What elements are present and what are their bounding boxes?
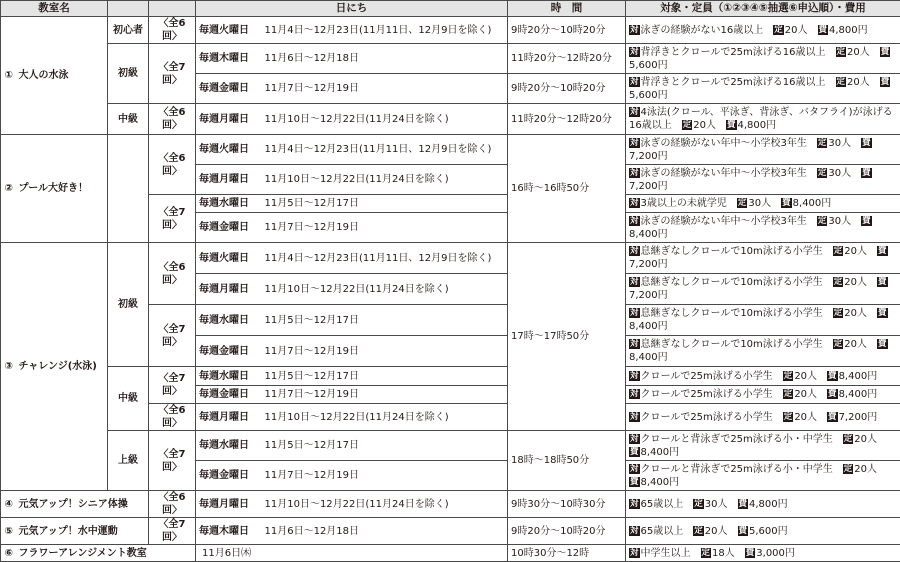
weekday: 毎週金曜日 (196, 386, 262, 404)
time-range: 9時30分～10時30分 (508, 491, 626, 518)
capacity-value: 30人 (705, 499, 728, 510)
target-text: 4泳法(クロール、平泳ぎ、背泳ぎ、バタフライ)が泳げる16歳以上 (629, 107, 893, 131)
target-text: 3歳以上の未就学児 (641, 198, 727, 209)
weekday: 毎週金曜日 (196, 213, 262, 243)
class-name: プール大好き！ (17, 135, 108, 243)
target-text: 息継ぎなしクロールで10m泳げる小学生 (641, 246, 823, 257)
table-row (1, 545, 900, 562)
capacity-tag: 定 (783, 412, 794, 422)
fee-value: 7,200円 (839, 412, 878, 423)
fee-value: 4,800円 (738, 120, 777, 131)
class-number: ④ (1, 491, 17, 518)
date-range: 11月6日㈭ (196, 545, 508, 562)
target-text: 背浮きとクロールで25m泳げる16歳以上 (641, 47, 826, 58)
capacity-tag: 定 (836, 77, 847, 87)
capacity-tag: 定 (836, 47, 847, 57)
table-row (1, 243, 900, 274)
target-tag: 対 (629, 277, 640, 287)
target-tag: 対 (629, 77, 640, 87)
table-row (1, 367, 900, 386)
class-name: フラワーアレンジメント教室 (17, 545, 196, 562)
target-info (626, 195, 900, 213)
weekday: 毎週水曜日 (196, 367, 262, 386)
session-count: 〈全7回〉 (149, 44, 196, 104)
fee-tag: 費 (827, 389, 838, 399)
target-tag: 対 (629, 107, 640, 117)
time-range: 16時～16時50分 (508, 135, 626, 243)
target-info (626, 165, 900, 195)
fee-value: 3,000円 (756, 548, 795, 559)
capacity-value: 20人 (794, 412, 817, 423)
session-count: 〈全6回〉 (149, 17, 196, 44)
capacity-value: 20人 (847, 77, 870, 88)
target-tag: 対 (629, 308, 640, 318)
target-text: 泳ぎの経験がない年中～小学校3年生 (641, 216, 807, 227)
time-range: 9時20分～10時20分 (508, 74, 626, 104)
target-info (626, 135, 900, 165)
capacity-value: 18人 (712, 548, 735, 559)
time-range: 9時20分～10時20分 (508, 17, 626, 44)
capacity-tag: 定 (833, 308, 844, 318)
time-range: 11時20分～12時20分 (508, 44, 626, 74)
date-range: 11月5日～12月17日 (262, 305, 508, 336)
target-tag: 対 (629, 371, 640, 381)
date-range: 11月5日～12月17日 (262, 195, 508, 213)
capacity-value: 20人 (844, 308, 867, 319)
target-text: クロールで25m泳げる小学生 (641, 371, 773, 382)
fee-tag: 費 (781, 198, 792, 208)
fee-tag: 費 (629, 477, 640, 487)
fee-tag: 費 (861, 168, 872, 178)
capacity-value: 20人 (854, 464, 877, 475)
target-info (626, 104, 900, 135)
capacity-tag: 定 (701, 548, 712, 558)
target-info (626, 74, 900, 104)
fee-tag: 費 (877, 308, 888, 318)
target-info (626, 17, 900, 44)
weekday: 毎週月曜日 (196, 491, 262, 518)
fee-value: 7,200円 (629, 151, 668, 162)
weekday: 毎週水曜日 (196, 431, 262, 461)
capacity-value: 30人 (828, 168, 851, 179)
level-label: 上級 (108, 431, 149, 491)
date-range: 11月4日～12月23日(11月11日、12月9日を除く) (262, 135, 508, 165)
target-tag: 対 (629, 548, 640, 558)
class-number: ③ (1, 243, 17, 491)
fee-value: 8,400円 (641, 447, 680, 458)
date-range: 11月7日～12月19日 (262, 336, 508, 367)
date-range: 11月7日～12月19日 (262, 213, 508, 243)
class-name: 元気アップ！シニア体操 (17, 491, 149, 518)
fee-tag: 費 (880, 77, 891, 87)
table-row (1, 431, 900, 461)
header-level (108, 1, 149, 17)
target-info (626, 243, 900, 274)
date-range: 11月4日～12月23日(11月11日、12月9日を除く) (262, 17, 508, 44)
date-range: 11月7日～12月19日 (262, 461, 508, 491)
target-tag: 対 (629, 389, 640, 399)
session-count: 〈全6回〉 (149, 243, 196, 305)
capacity-tag: 定 (817, 138, 828, 148)
target-info (626, 545, 900, 562)
capacity-value: 30人 (828, 138, 851, 149)
header-time: 時 間 (508, 1, 626, 17)
header-target: 対象・定員（①②③④⑤抽選⑥申込順）・費用 (626, 1, 900, 17)
fee-tag: 費 (738, 499, 749, 509)
time-range: 10時30分～12時 (508, 545, 626, 562)
target-info (626, 491, 900, 518)
target-info (626, 44, 900, 74)
table-row (1, 135, 900, 165)
class-name: 大人の水泳 (17, 17, 108, 135)
session-count: 〈全6回〉 (149, 135, 196, 195)
level-label: 中級 (108, 367, 149, 431)
target-tag: 対 (629, 47, 640, 57)
capacity-tag: 定 (833, 277, 844, 287)
target-text: クロールと背泳ぎで25m泳げる小・中学生 (641, 464, 833, 475)
fee-tag: 費 (745, 548, 756, 558)
capacity-tag: 定 (817, 216, 828, 226)
capacity-tag: 定 (843, 464, 854, 474)
fee-tag: 費 (877, 246, 888, 256)
date-range: 11月5日～12月17日 (262, 431, 508, 461)
table-row (1, 104, 900, 135)
fee-value: 4,800円 (829, 25, 868, 36)
capacity-tag: 定 (843, 434, 854, 444)
capacity-value: 20人 (794, 371, 817, 382)
target-tag: 対 (629, 464, 640, 474)
level-label: 初級 (108, 243, 149, 367)
table-row (1, 44, 900, 74)
target-text: 65歳以上 (641, 499, 684, 510)
weekday: 毎週火曜日 (196, 17, 262, 44)
table-row (1, 518, 900, 545)
session-count: 〈全7回〉 (149, 367, 196, 404)
level-label (108, 135, 149, 243)
date-range: 11月7日～12月19日 (262, 386, 508, 404)
target-info (626, 461, 900, 491)
target-info (626, 305, 900, 336)
session-count: 〈全6回〉 (149, 491, 196, 518)
class-number: ⑥ (1, 545, 17, 562)
capacity-tag: 定 (693, 526, 704, 536)
capacity-tag: 定 (833, 246, 844, 256)
weekday: 毎週金曜日 (196, 336, 262, 367)
date-range: 11月5日～12月17日 (262, 367, 508, 386)
target-tag: 対 (629, 339, 640, 349)
capacity-value: 20人 (785, 25, 808, 36)
weekday: 毎週木曜日 (196, 44, 262, 74)
class-number: ① (1, 17, 17, 135)
fee-value: 8,400円 (629, 229, 668, 240)
date-range: 11月6日～12月18日 (262, 518, 508, 545)
fee-value: 8,400円 (793, 198, 832, 209)
capacity-value: 20人 (844, 277, 867, 288)
level-label: 中級 (108, 104, 149, 135)
session-count: 〈全7回〉 (149, 518, 196, 545)
target-info (626, 213, 900, 243)
target-tag: 対 (629, 198, 640, 208)
target-text: クロールで25m泳げる小学生 (641, 412, 773, 423)
date-range: 11月6日～12月18日 (262, 44, 508, 74)
session-count: 〈全6回〉 (149, 104, 196, 135)
fee-value: 7,200円 (629, 290, 668, 301)
capacity-tag: 定 (833, 339, 844, 349)
fee-tag: 費 (877, 339, 888, 349)
fee-value: 7,200円 (629, 259, 668, 270)
target-info (626, 518, 900, 545)
capacity-tag: 定 (773, 25, 784, 35)
time-range: 17時～17時50分 (508, 243, 626, 431)
fee-value: 5,600円 (629, 90, 668, 101)
target-text: 息継ぎなしクロールで10m泳げる小学生 (641, 308, 823, 319)
fee-tag: 費 (880, 47, 891, 57)
fee-value: 8,400円 (839, 389, 878, 400)
date-range: 11月10日～12月22日(11月24日を除く) (262, 404, 508, 431)
fee-value: 5,600円 (749, 526, 788, 537)
fee-tag: 費 (861, 216, 872, 226)
date-range: 11月10日～12月22日(11月24日を除く) (262, 165, 508, 195)
fee-value: 8,400円 (641, 477, 680, 488)
capacity-tag: 定 (737, 198, 748, 208)
target-tag: 対 (629, 499, 640, 509)
target-text: 泳ぎの経験がない16歳以上 (641, 25, 764, 36)
target-info (626, 404, 900, 431)
target-info (626, 386, 900, 404)
time-range: 9時20分～10時20分 (508, 518, 626, 545)
weekday: 毎週金曜日 (196, 74, 262, 104)
target-text: クロールで25m泳げる小学生 (641, 389, 773, 400)
session-count: 〈全7回〉 (149, 195, 196, 243)
class-name: 元気アップ！水中運動 (17, 518, 149, 545)
weekday: 毎週火曜日 (196, 135, 262, 165)
header-date: 日にち (196, 1, 508, 17)
level-label: 初級 (108, 44, 149, 104)
class-number: ② (1, 135, 17, 243)
target-tag: 対 (629, 216, 640, 226)
target-text: 息継ぎなしクロールで10m泳げる小学生 (641, 339, 823, 350)
fee-tag: 費 (818, 25, 829, 35)
fee-value: 8,400円 (629, 352, 668, 363)
capacity-value: 20人 (844, 246, 867, 257)
weekday: 毎週月曜日 (196, 274, 262, 305)
table-row (1, 17, 900, 44)
target-info (626, 274, 900, 305)
target-text: クロールと背泳ぎで25m泳げる小・中学生 (641, 434, 833, 445)
weekday: 毎週金曜日 (196, 461, 262, 491)
fee-tag: 費 (877, 277, 888, 287)
session-count: 〈全7回〉 (149, 305, 196, 367)
weekday: 毎週月曜日 (196, 404, 262, 431)
capacity-tag: 定 (783, 389, 794, 399)
fee-tag: 費 (629, 447, 640, 457)
fee-value: 7,200円 (629, 181, 668, 192)
target-info (626, 367, 900, 386)
time-range: 18時～18時50分 (508, 431, 626, 491)
target-text: 息継ぎなしクロールで10m泳げる小学生 (641, 277, 823, 288)
capacity-tag: 定 (783, 371, 794, 381)
capacity-value: 20人 (844, 339, 867, 350)
fee-value: 8,400円 (629, 321, 668, 332)
target-tag: 対 (629, 138, 640, 148)
weekday: 毎週水曜日 (196, 195, 262, 213)
target-text: 泳ぎの経験がない年中～小学校3年生 (641, 168, 807, 179)
target-text: 中学生以上 (641, 548, 691, 559)
target-tag: 対 (629, 168, 640, 178)
fee-tag: 費 (827, 412, 838, 422)
target-tag: 対 (629, 246, 640, 256)
fee-tag: 費 (861, 138, 872, 148)
target-info (626, 336, 900, 367)
target-tag: 対 (629, 434, 640, 444)
class-number: ⑤ (1, 518, 17, 545)
capacity-tag: 定 (693, 499, 704, 509)
date-range: 11月10日～12月22日(11月24日を除く) (262, 104, 508, 135)
target-tag: 対 (629, 412, 640, 422)
capacity-value: 20人 (705, 526, 728, 537)
date-range: 11月10日～12月22日(11月24日を除く) (262, 274, 508, 305)
fee-tag: 費 (726, 120, 737, 130)
weekday: 毎週火曜日 (196, 243, 262, 274)
fee-value: 4,800円 (749, 499, 788, 510)
capacity-value: 20人 (847, 47, 870, 58)
target-text: 65歳以上 (641, 526, 684, 537)
target-tag: 対 (629, 25, 640, 35)
capacity-tag: 定 (817, 168, 828, 178)
capacity-value: 20人 (794, 389, 817, 400)
fee-value: 8,400円 (839, 371, 878, 382)
capacity-value: 30人 (748, 198, 771, 209)
fee-value: 5,600円 (629, 60, 668, 71)
capacity-value: 30人 (828, 216, 851, 227)
level-label: 初心者 (108, 17, 149, 44)
fee-tag: 費 (827, 371, 838, 381)
capacity-value: 20人 (693, 120, 716, 131)
weekday: 毎週木曜日 (196, 518, 262, 545)
time-range: 11時20分～12時20分 (508, 104, 626, 135)
weekday: 毎週水曜日 (196, 305, 262, 336)
session-count: 〈全6回〉 (149, 404, 196, 431)
session-count: 〈全7回〉 (149, 431, 196, 491)
weekday: 毎週月曜日 (196, 104, 262, 135)
weekday: 毎週月曜日 (196, 165, 262, 195)
date-range: 11月4日～12月23日(11月11日、12月9日を除く) (262, 243, 508, 274)
capacity-value: 20人 (854, 434, 877, 445)
header-count (149, 1, 196, 17)
capacity-tag: 定 (682, 120, 693, 130)
target-info (626, 431, 900, 461)
class-name: チャレンジ(水泳) (17, 243, 108, 491)
header-row (1, 1, 900, 17)
date-range: 11月7日～12月19日 (262, 74, 508, 104)
header-classroom: 教室名 (1, 1, 108, 17)
fee-tag: 費 (738, 526, 749, 536)
target-text: 背浮きとクロールで25m泳げる16歳以上 (641, 77, 826, 88)
table-row (1, 491, 900, 518)
date-range: 11月10日～12月22日(11月24日を除く) (262, 491, 508, 518)
target-text: 泳ぎの経験がない年中～小学校3年生 (641, 138, 807, 149)
target-tag: 対 (629, 526, 640, 536)
